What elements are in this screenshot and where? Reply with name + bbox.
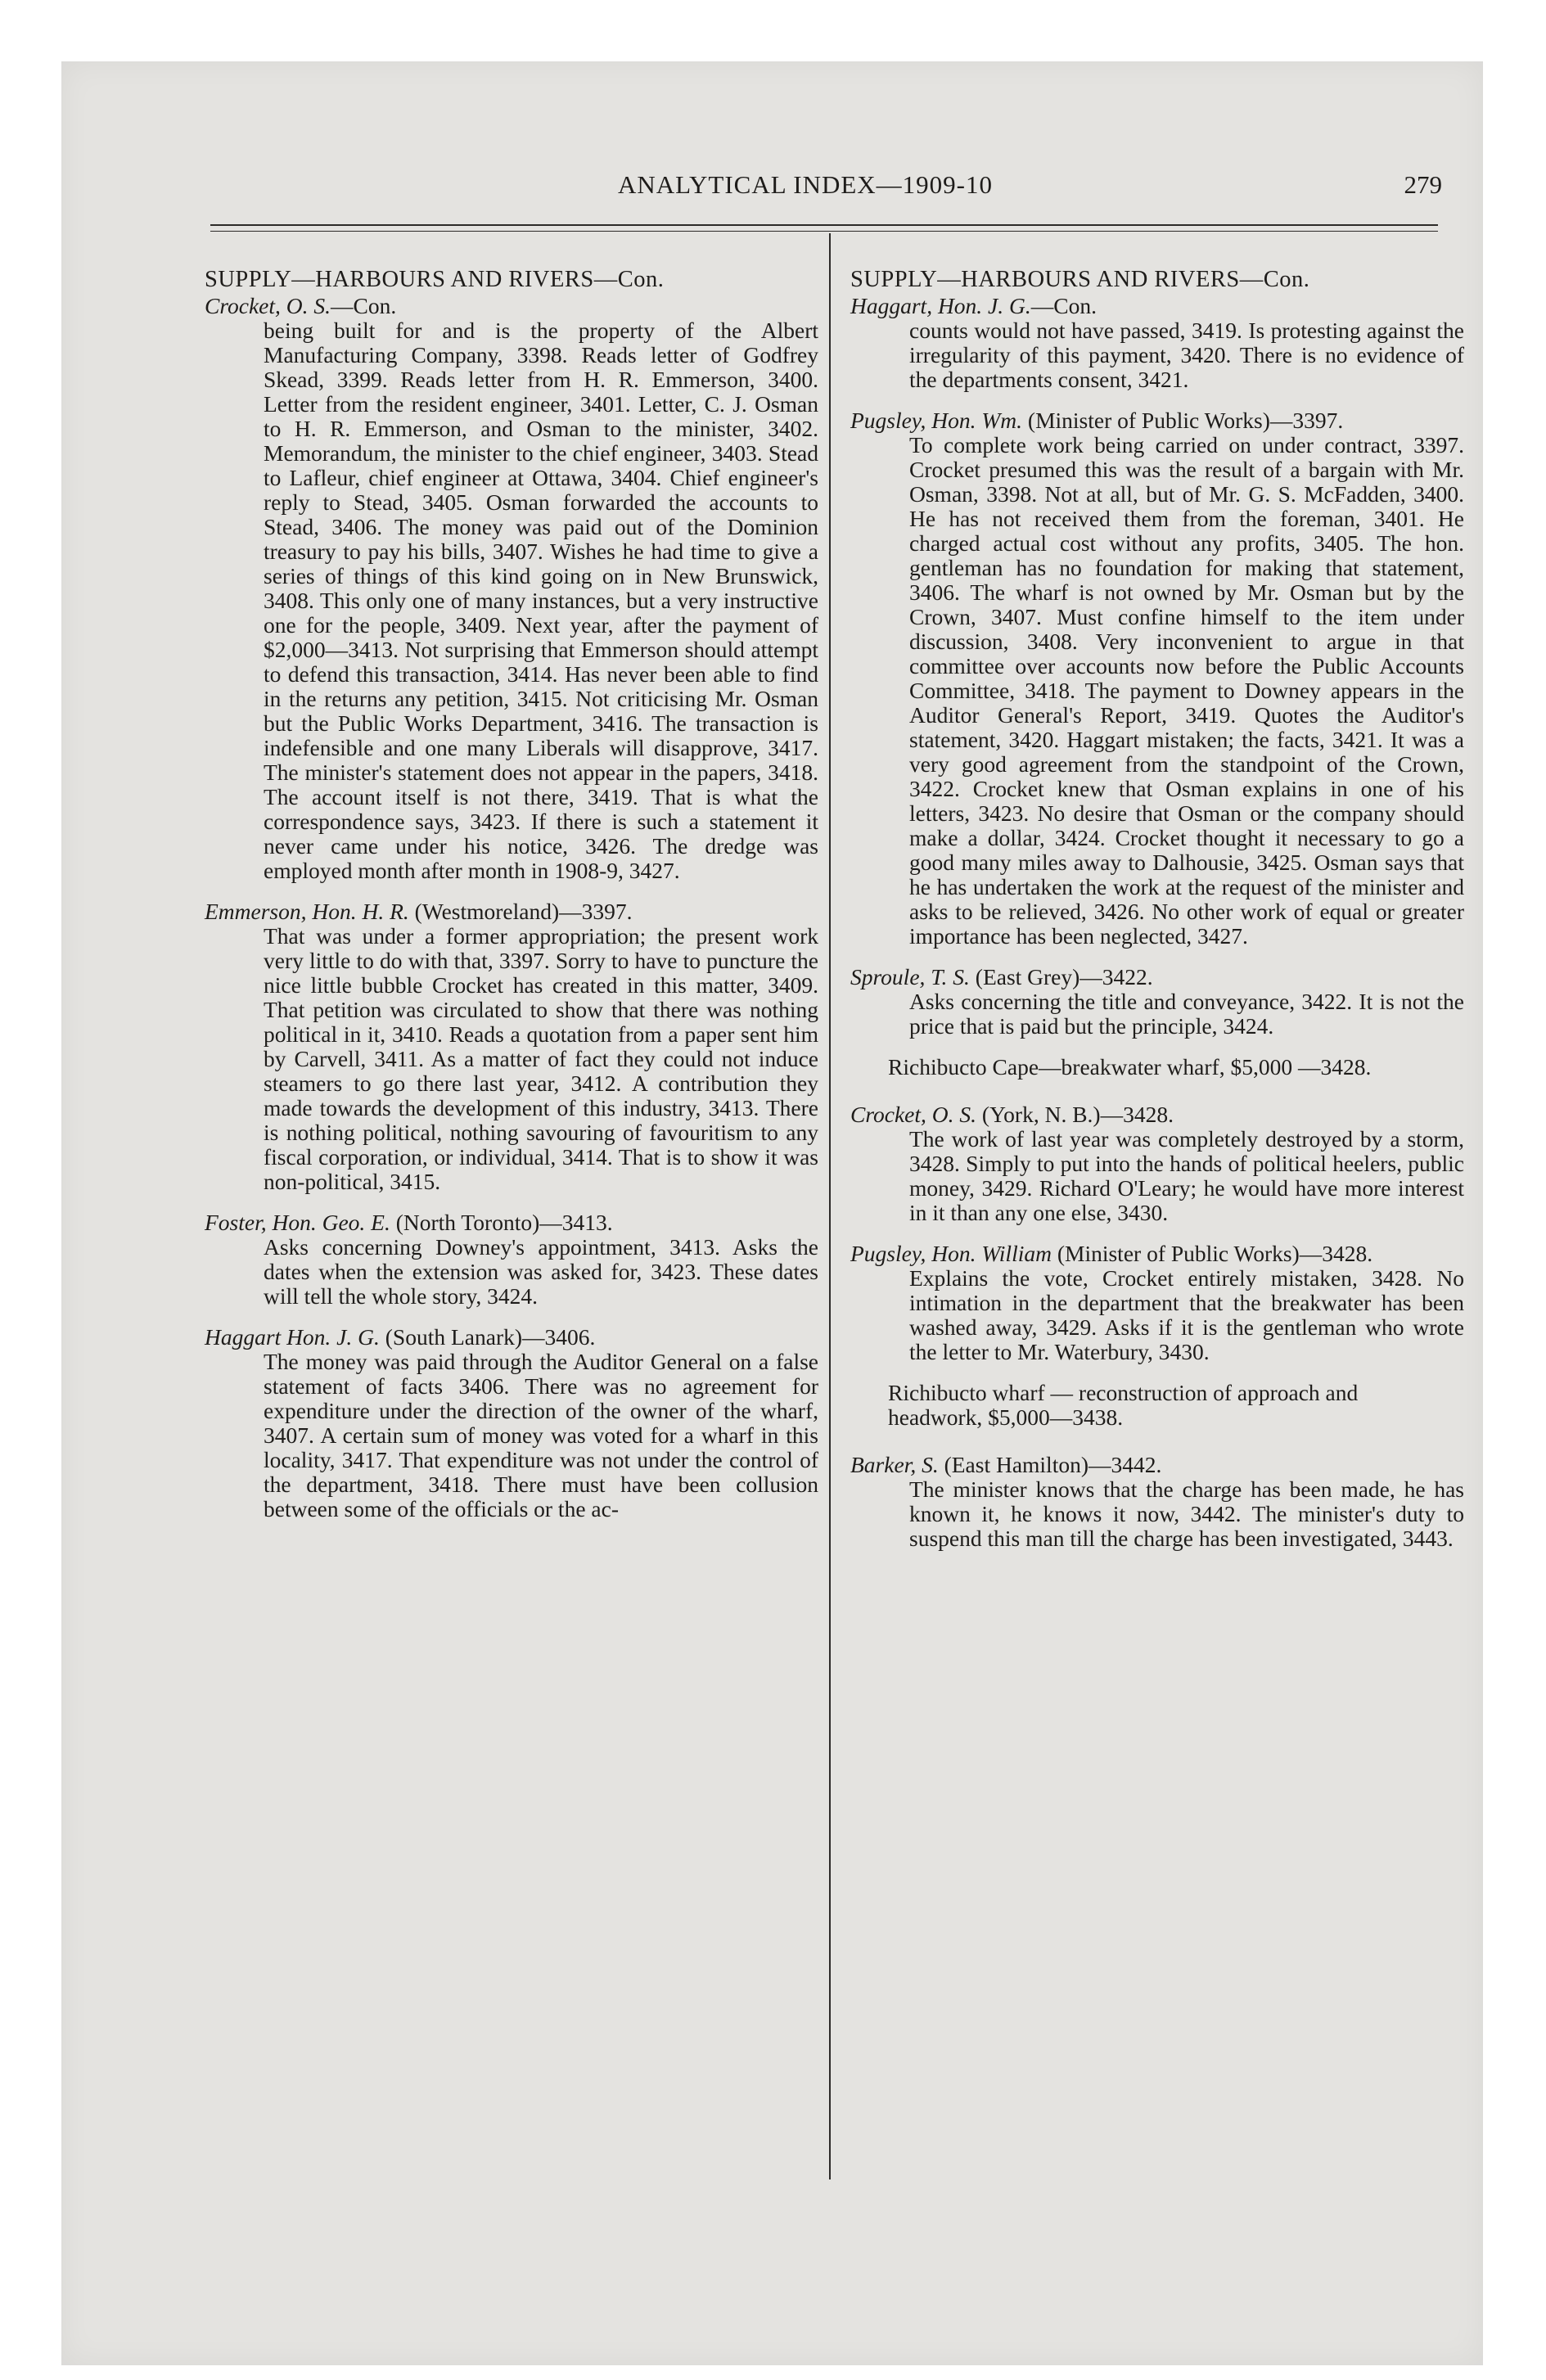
entry-name-italic: Foster, Hon. Geo. E. xyxy=(205,1210,390,1235)
index-entry-crocket-cont xyxy=(205,294,818,883)
entry-text: counts would not have passed, 3419. Is protesting against the irregularity of this payment, 3420. There is no evidence of the departments consent, 3421. xyxy=(909,318,1464,392)
entry-name xyxy=(850,1242,1464,1266)
index-entry-emmerson xyxy=(205,899,818,1194)
running-title: ANALYTICAL INDEX—1909-10 xyxy=(618,170,993,199)
entry-name xyxy=(850,294,1464,318)
entry-name xyxy=(850,965,1464,989)
vote-item-richibucto-cape: Richibucto Cape—breakwater wharf, $5,000 —3428. xyxy=(888,1054,1372,1080)
entry-name-suffix: (East Grey)—3422. xyxy=(969,964,1153,989)
header-rule xyxy=(210,224,1438,226)
entry-text: To complete work being carried on under contract, 3397. Crocket presumed this was the result of a bargain with Mr. Osman, 3398. Not at all, but of Mr. G. S. McFadden, 3400. He has not received them from the foreman, 3401. He charged actual cost without any profits, 3405. The hon. gentleman has no foundation for making that statement, 3406. The wharf is not owned by Mr. Osman but by the Crown, 3407. Must confine himself to the item under discussion, 3408. Very inconvenient to argue in that committee over accounts now before the Public Accounts Committee, 3418. The payment to Downey appears in the Auditor General's Report, 3419. Quotes the Auditor's statement, 3420. Haggart mistaken; the facts, 3421. It was a very good agreement from the standpoint of the Crown, 3422. Crocket knew that Osman explains in one of his letters, 3423. No desire that Osman or the company should make a dollar, 3424. Crocket thought it necessary to go a good many miles away to Dalhousie, 3425. Osman says that he has undertaken the work at the request of the minister and asks to be relieved, 3426. No other work of equal or greater importance has been neglected, 3427. xyxy=(909,432,1464,949)
entry-name-suffix: —Con. xyxy=(1030,293,1097,318)
entry-name-italic: Haggart Hon. J. G. xyxy=(205,1324,380,1350)
index-entry-foster xyxy=(205,1210,818,1309)
entry-name-italic: Crocket, O. S. xyxy=(205,293,331,318)
right-column xyxy=(850,268,1464,1567)
entry-name-italic: Pugsley, Hon. Wm. xyxy=(850,408,1023,433)
entry-name-suffix: (East Hamilton)—3442. xyxy=(938,1452,1162,1477)
entry-name xyxy=(850,408,1464,433)
entry-name-suffix: (York, N. B.)—3428. xyxy=(976,1102,1174,1127)
entry-name xyxy=(850,1102,1464,1127)
entry-text: being built for and is the property of the Albert Manufacturing Company, 3398. Reads letter of Godfrey Skead, 3399. Reads letter from H. R. Emmerson, 3400. Letter from the resident engineer, 3401. Letter, C. J. Osman to H. R. Emmerson, and Osman to the minister, 3402. Memorandum, the minister to the chief engineer, 3403. Stead to Lafleur, chief engineer at Ottawa, 3404. Chief engineer's reply to Stead, 3405. Osman forwarded the accounts to Stead, 3406. The money was paid out of the Dominion treasury to pay his bills, 3407. Wishes he had time to give a series of things of this kind going on in New Brunswick, 3408. This only one of many instances, but a very instructive one for the people, 3409. Next year, after the payment of $2,000—3413. Not surprising that Emmerson should attempt to defend this transaction, 3414. Has never been able to find in the returns any petition, 3415. Not criticising Mr. Osman but the Public Works Department, 3416. The transaction is indefensible and one many Liberals will disapprove, 3417. The minister's statement does not appear in the papers, 3418. The account itself is not there, 3419. That is what the correspondence says, 3423. If there is such a statement it never came under his notice, 3426. The dredge was employed month after month in 1908-9, 3427. xyxy=(264,318,818,883)
index-entry-barker xyxy=(850,1453,1464,1551)
entry-name-italic: Haggart, Hon. J. G. xyxy=(850,293,1031,318)
entry-name-suffix: (South Lanark)—3406. xyxy=(379,1324,596,1350)
section-heading: SUPPLY—HARBOURS AND RIVERS—Con. xyxy=(205,267,665,292)
entry-name xyxy=(205,294,818,318)
index-entry-sproule xyxy=(850,965,1464,1039)
entry-name xyxy=(205,1325,818,1350)
entry-name-suffix: (Minister of Public Works)—3397. xyxy=(1022,408,1344,433)
column-divider xyxy=(829,233,831,2179)
section-heading: SUPPLY—HARBOURS AND RIVERS—Con. xyxy=(850,267,1310,292)
entry-text: The work of last year was completely destroyed by a storm, 3428. Simply to put into the hands of political heelers, public money, 3429. Richard O'Leary; he would have more interest in it than any one else, 3430. xyxy=(909,1126,1464,1225)
entry-name-suffix: (Westmoreland)—3397. xyxy=(408,899,633,924)
index-entry-haggart-cont xyxy=(850,294,1464,392)
page-number: 279 xyxy=(1404,170,1442,199)
entry-name-italic: Barker, S. xyxy=(850,1452,939,1477)
index-entry-pugsley-2 xyxy=(850,1242,1464,1364)
left-column xyxy=(205,268,818,1538)
entry-name-suffix: (Minister of Public Works)—3428. xyxy=(1051,1241,1373,1266)
page-sheet xyxy=(61,61,1483,2365)
entry-name-suffix: —Con. xyxy=(331,293,397,318)
entry-text: The money was paid through the Auditor General on a false statement of facts 3406. There was no agreement for expenditure under the direction of the owner of the wharf, 3407. A certain sum of money was voted for a wharf in this locality, 3417. That expenditure was not under the control of the department, 3418. There must have been collusion between some of the officials or the ac- xyxy=(264,1349,818,1521)
entry-text: Explains the vote, Crocket entirely mistaken, 3428. No intimation in the department that the breakwater has been washed away, 3429. Asks if it is the gentleman who wrote the letter to Mr. Waterbury, 3430. xyxy=(909,1265,1464,1364)
entry-name xyxy=(205,899,818,924)
entry-name xyxy=(205,1210,818,1235)
header-rule-thin xyxy=(210,231,1438,232)
entry-name-italic: Crocket, O. S. xyxy=(850,1102,977,1127)
entry-name xyxy=(850,1453,1464,1477)
entry-text: Asks concerning Downey's appointment, 3413. Asks the dates when the extension was asked for, 3423. These dates will tell the whole story, 3424. xyxy=(264,1234,818,1309)
entry-text: The minister knows that the charge has been made, he has known it, he knows it now, 3442. The minister's duty to suspend this man till the charge has been investigated, 3443. xyxy=(909,1476,1464,1551)
entry-name-italic: Pugsley, Hon. William xyxy=(850,1241,1052,1266)
page-header xyxy=(61,170,1483,211)
index-entry-pugsley-1 xyxy=(850,408,1464,949)
index-entry-haggart xyxy=(205,1325,818,1521)
entry-name-italic: Sproule, T. S. xyxy=(850,964,970,989)
vote-item-richibucto-wharf: Richibucto wharf — reconstruction of approach and headwork, $5,000—3438. xyxy=(888,1380,1359,1430)
index-entry-crocket-2 xyxy=(850,1102,1464,1225)
entry-name-italic: Emmerson, Hon. H. R. xyxy=(205,899,409,924)
entry-text: Asks concerning the title and conveyance, 3422. It is not the price that is paid but the principle, 3424. xyxy=(909,989,1464,1039)
entry-text: That was under a former appropriation; the present work very little to do with that, 3397. Sorry to have to puncture the nice little bubble Crocket has created in this matter, 3409. That petition was circulated to show that there was nothing political in it, 3410. Reads a quotation from a paper sent him by Carvell, 3411. As a matter of fact they could not induce steamers to go there last year, 3412. A contribution they made towards the development of this industry, 3413. There is nothing political, nothing savouring of favouritism to any fiscal corporation, or individual, 3414. That is to show it was non-political, 3415. xyxy=(264,923,818,1194)
entry-name-suffix: (North Toronto)—3413. xyxy=(390,1210,613,1235)
